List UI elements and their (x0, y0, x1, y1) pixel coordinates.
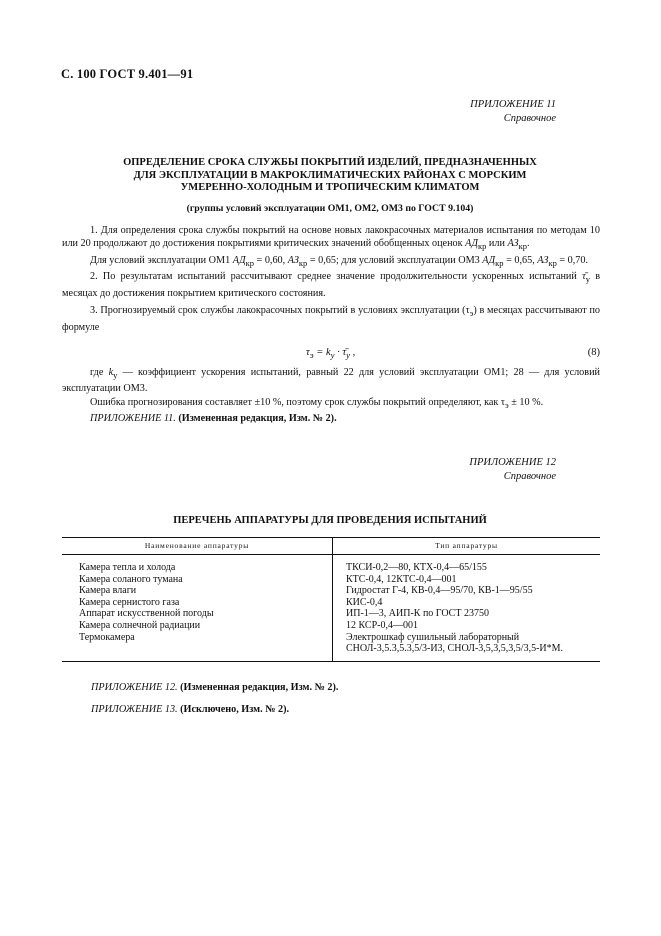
formula-number: (8) (587, 347, 600, 358)
column-header-type: Тип аппаратуры (333, 538, 601, 555)
equipment-name: Камера тепла и холода (62, 555, 333, 574)
equipment-name: Термокамера (62, 632, 333, 644)
table-row (62, 620, 600, 632)
table-row (62, 585, 600, 597)
equipment-name: Аппарат искусственной погоды (62, 608, 333, 620)
table-row (62, 555, 600, 574)
equipment-type: 12 КСР-0,4—001 (346, 619, 418, 631)
equipment-table (62, 537, 600, 662)
appendix-11-subtitle: (группы условий эксплуатации ОМ1, ОМ2, ОМ3 по ГОСТ 9.104) (186, 203, 474, 214)
appendix-12-note-label: ПРИЛОЖЕНИЕ 12. (91, 682, 178, 693)
paragraph-1-values: Для условий эксплуатации ОМ1 $АД_{кр} = 0,60$, $АЗ_{кр} = 0,65$; для условий эксплуатации ОМ3 $АД_{кр} = 0,65$, $АЗ_{кр} = 0,70$. (90, 254, 589, 268)
equipment-type: КИС-0,4 (346, 596, 383, 608)
column-header-name: Наименование аппаратуры (62, 538, 333, 555)
table-header-row (62, 538, 600, 555)
title-line: ОПРЕДЕЛЕНИЕ СРОКА СЛУЖБЫ ПОКРЫТИЙ ИЗДЕЛИЙ, ПРЕДНАЗНАЧЕННЫХ (123, 157, 537, 168)
formula-8 (62, 347, 600, 363)
equipment-name: Камера сернистого газа (62, 597, 333, 609)
paragraph-1: 1. Для определения срока службы покрытий на основе новых лакокрасочных материалов испытания по методам 10 или 20 продолжают до достижения покрытиями критических значений обобщенных оценок $АД_{кр}$ или $АЗ_{кр}$. (62, 225, 600, 252)
equipment-type: Электрошкаф сушильный лабораторный (346, 631, 520, 643)
appendix-11-title (60, 157, 600, 195)
equipment-name (62, 643, 333, 661)
formula-expression: $\tau_э = k_у$ · $\taū_у$ , (306, 347, 356, 361)
equipment-name: Камера соланого тумана (62, 574, 333, 586)
appendix-13-note-label: ПРИЛОЖЕНИЕ 13. (91, 704, 178, 715)
equipment-name: Камера солнечной радиации (62, 620, 333, 632)
table-row (62, 608, 600, 620)
equipment-name: Камера влаги (62, 585, 333, 597)
appendix-11-label-block (470, 98, 556, 126)
title-line: ДЛЯ ЭКСПЛУАТАЦИИ В МАКРОКЛИМАТИЧЕСКИХ РАЙОНАХ С МОРСКИМ (133, 169, 527, 181)
appendix-13-note (91, 704, 289, 715)
title-line: УМЕРЕННО-ХОЛОДНЫМ И ТРОПИЧЕСКИМ КЛИМАТОМ (180, 182, 480, 193)
paragraph-2: 2. По результатам испытаний рассчитывают среднее значение продолжительности ускоренных испытаний $\taū_у$ в месяцах до достижения покрытием критического состояния. (62, 271, 601, 299)
appendix-11-body (62, 224, 600, 334)
appendix-12-type: Справочное (503, 471, 556, 482)
paragraph-error: Ошибка прогнозирования составляет ±10 %, поэтому срок службы покрытий определяют, как $\tau_э \pm 10$ %. (90, 396, 544, 410)
equipment-type: ИП-1—3, АИП-К по ГОСТ 23750 (346, 608, 489, 620)
appendix-11-type: Справочное (503, 113, 556, 124)
appendix-12-note-text: (Измененная редакция, Изм. № 2). (180, 682, 339, 693)
equipment-type: КТС-0,4, 12КТС-0,4—001 (346, 573, 457, 585)
appendix-13-note-text: (Исключено, Изм. № 2). (180, 704, 290, 715)
appendix-11-label: ПРИЛОЖЕНИЕ 11 (470, 99, 556, 110)
appendix-12-label-block (469, 456, 556, 484)
table-row (62, 643, 600, 661)
equipment-type: СНОЛ-3,5.3,5.3,5/3-И3, СНОЛ-3,5,3,5,3,5/3,5-И*М. (333, 643, 601, 661)
appendix-12-label: ПРИЛОЖЕНИЕ 12 (469, 457, 556, 468)
equipment-type: ТКСИ-0,2—80, КТХ-0,4—65/155 (346, 562, 487, 573)
appendix-12-title: ПЕРЕЧЕНЬ АППАРАТУРЫ ДЛЯ ПРОВЕДЕНИЯ ИСПЫТАНИЙ (173, 515, 487, 526)
table-row (62, 574, 600, 586)
paragraph-where: где $k_у$ — коэффициент ускорения испытаний, равный 22 для условий эксплуатации ОМ1; 28 — для условий эксплуатации ОМ3. (62, 367, 600, 395)
page-header: С. 100 ГОСТ 9.401—91 (61, 67, 194, 81)
table-row (62, 597, 600, 609)
appendix-11-note: ПРИЛОЖЕНИЕ 11. (Измененная редакция, Изм. № 2). (90, 413, 337, 425)
equipment-type: Гидростат Г-4, КВ-0,4—95/70, КВ-1—95/55 (346, 585, 533, 597)
table-row (62, 632, 600, 644)
paragraph-3: 3. Прогнозируемый срок службы лакокрасочных покрытий в условиях эксплуатации $(\tau_э)$ в месяцах рассчитывают по формуле (62, 305, 600, 333)
appendix-11-body-2 (62, 366, 600, 426)
appendix-12-note (91, 682, 338, 693)
